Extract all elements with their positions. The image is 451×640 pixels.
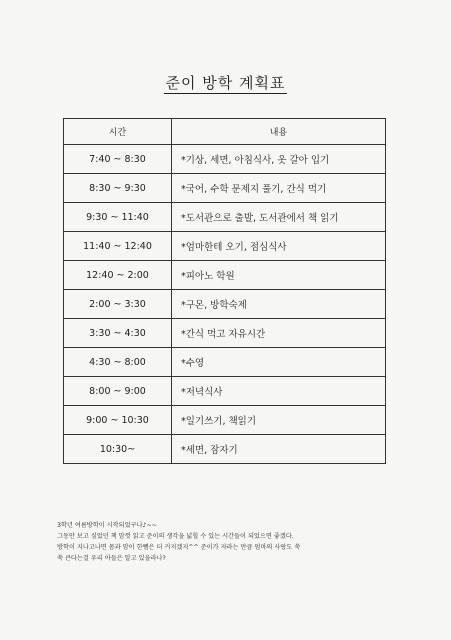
table-row (64, 174, 386, 203)
table-row (64, 348, 386, 377)
row-content: *도서관으로 출발, 도서관에서 책 읽기 (172, 203, 386, 232)
row-content: *국어, 수학 문제지 풀기, 간식 먹기 (172, 174, 386, 203)
table-row (64, 261, 386, 290)
document-title (0, 72, 451, 93)
row-content: *기상, 세면, 아침식사, 옷 갈아 입기 (172, 145, 386, 174)
row-time: 2:00 ~ 3:30 (64, 290, 172, 319)
schedule-table (63, 118, 386, 464)
row-time: 3:30 ~ 4:30 (64, 319, 172, 348)
footnote-line: 쑥 큰다는걸 우리 아들은 알고 있을라나? (57, 555, 166, 562)
table-row (64, 232, 386, 261)
row-time: 7:40 ~ 8:30 (64, 145, 172, 174)
footnote-message (57, 520, 397, 564)
table-row (64, 435, 386, 464)
table-row (64, 377, 386, 406)
row-time: 8:30 ~ 9:30 (64, 174, 172, 203)
row-time: 11:40 ~ 12:40 (64, 232, 172, 261)
row-time: 9:00 ~ 10:30 (64, 406, 172, 435)
row-content: *수영 (172, 348, 386, 377)
table-row (64, 319, 386, 348)
header-content: 내용 (172, 119, 386, 145)
row-content: *일기쓰기, 책읽기 (172, 406, 386, 435)
row-content: *세면, 잠자기 (172, 435, 386, 464)
row-time: 4:30 ~ 8:00 (64, 348, 172, 377)
footnote-line: 3학년 여름방학이 시작되었구나♪~~ (57, 522, 157, 529)
table-row (64, 145, 386, 174)
row-content: *저녁식사 (172, 377, 386, 406)
table-row (64, 406, 386, 435)
table-row (64, 203, 386, 232)
row-time: 9:30 ~ 11:40 (64, 203, 172, 232)
row-content: *간식 먹고 자유시간 (172, 319, 386, 348)
title-text: 준이 방학 계획표 (165, 74, 286, 92)
row-content: *엄마한테 오기, 점심식사 (172, 232, 386, 261)
row-time: 10:30~ (64, 435, 172, 464)
row-time: 12:40 ~ 2:00 (64, 261, 172, 290)
table-header-row (64, 119, 386, 145)
footnote-line: 방학이 지나고나면 몸과 맘이 한뼘은 더 커지겠지^^ 준이가 자라는 만큼 엄마의 사랑도 쑥 (57, 544, 301, 551)
footnote-line: 그동안 보고 싶었던 책 맘껏 읽고 준이의 생각을 넓힐 수 있는 시간들이 되었으면 좋겠다. (57, 533, 294, 540)
row-time: 8:00 ~ 9:00 (64, 377, 172, 406)
header-time: 시간 (64, 119, 172, 145)
row-content: *구몬, 방학숙제 (172, 290, 386, 319)
row-content: *피아노 학원 (172, 261, 386, 290)
table-row (64, 290, 386, 319)
